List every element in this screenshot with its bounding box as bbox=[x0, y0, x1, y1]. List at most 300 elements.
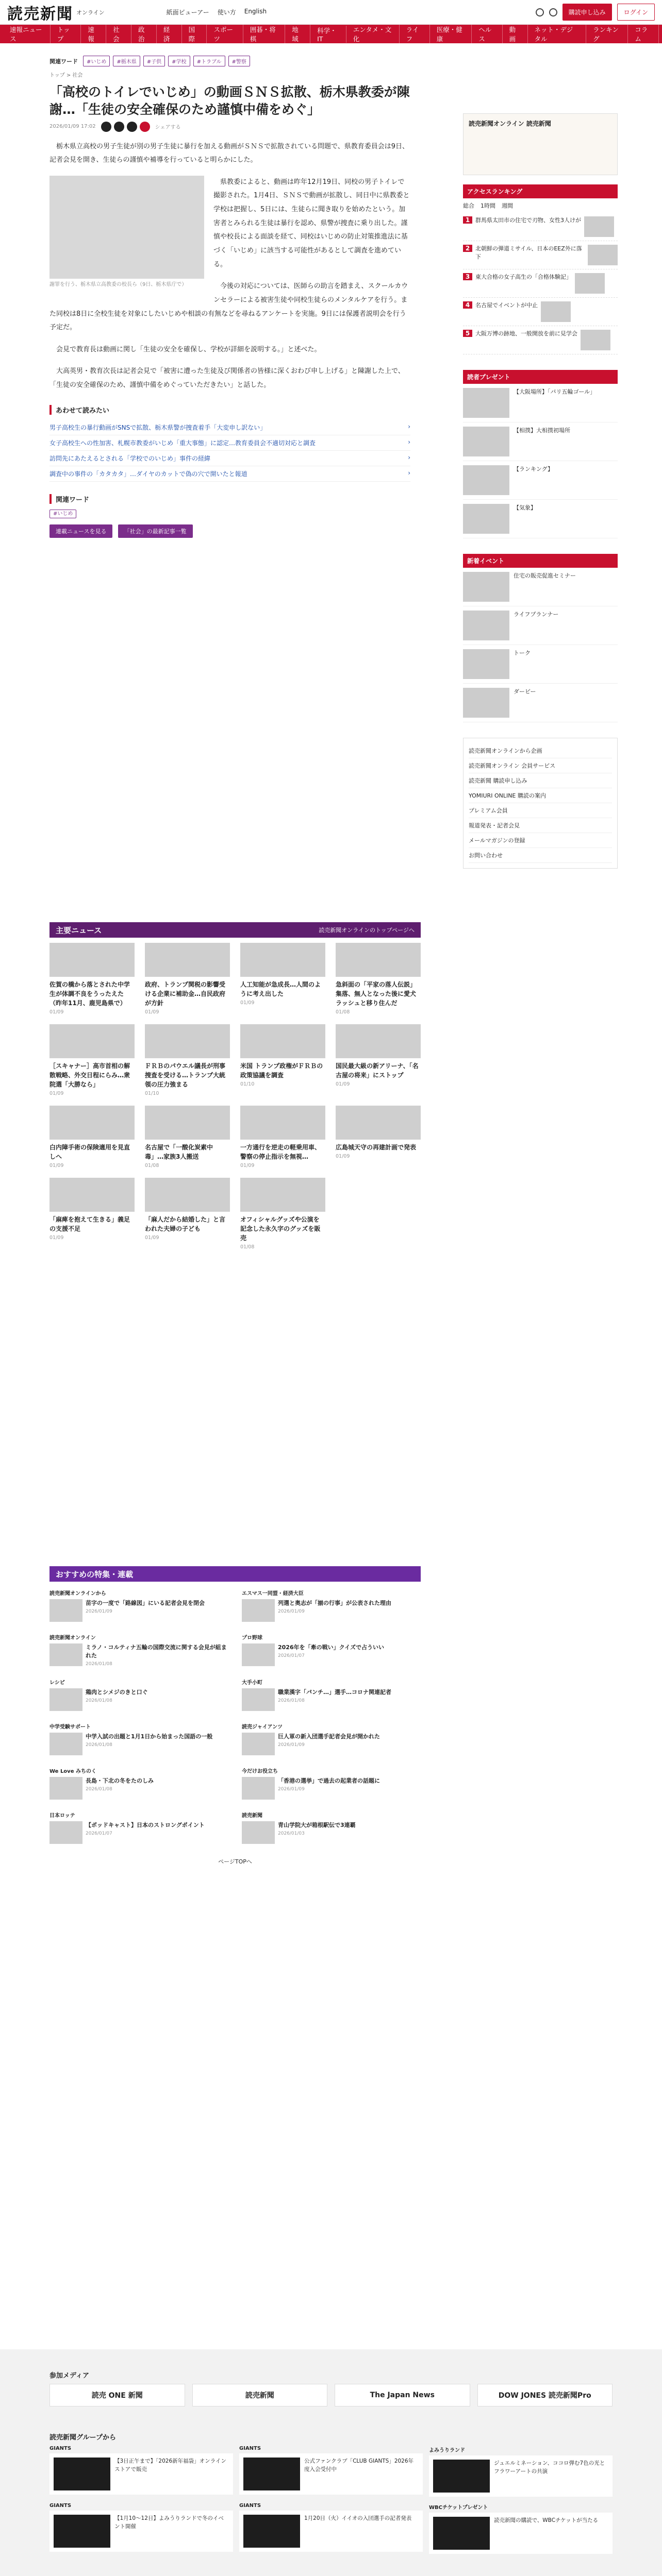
feature-thumbnail[interactable] bbox=[242, 1688, 275, 1711]
feature-thumbnail[interactable] bbox=[49, 1733, 82, 1755]
keyword-tag[interactable]: #子供 bbox=[143, 56, 165, 66]
news-title[interactable]: オフィシャルグッズや公演を記念した永久字のグッズを販売 bbox=[240, 1216, 321, 1242]
ranking-title[interactable]: 群馬県太田市の住宅で刃物、女性3人けが bbox=[475, 217, 581, 224]
nav-item[interactable]: 速報 bbox=[81, 25, 106, 43]
news-date: 01/09 bbox=[49, 1163, 64, 1168]
feature-row bbox=[49, 1821, 228, 1844]
feature-card[interactable] bbox=[49, 1633, 228, 1667]
related-list bbox=[49, 420, 410, 482]
feature-date: 2026/01/07 bbox=[86, 1831, 112, 1836]
group-category: GIANTS bbox=[239, 2446, 261, 2451]
news-date: 01/09 bbox=[336, 1154, 350, 1159]
feature-date: 2026/01/08 bbox=[86, 1698, 112, 1703]
news-title[interactable]: 「麻痺を抱えて生きる」義足の支援不足 bbox=[49, 1216, 130, 1232]
x-share-icon[interactable] bbox=[101, 122, 111, 132]
keyword-tag[interactable]: #トラブル bbox=[193, 56, 225, 66]
article-photo[interactable] bbox=[49, 176, 204, 279]
ranking-thumbnail bbox=[581, 330, 610, 350]
feature-category[interactable]: 読売新聞オンラインから bbox=[49, 1591, 106, 1597]
feature-row bbox=[242, 1643, 421, 1666]
feature-card[interactable] bbox=[242, 1767, 421, 1800]
news-card[interactable] bbox=[336, 943, 421, 1015]
feature-category[interactable]: 日本ロッテ bbox=[49, 1812, 75, 1819]
news-thumbnail[interactable] bbox=[49, 1024, 135, 1058]
article-tags-heading: 関連ワード bbox=[49, 494, 410, 504]
feature-text bbox=[278, 1643, 384, 1666]
news-date: 01/09 bbox=[336, 1081, 350, 1087]
present-thumbnail bbox=[463, 504, 509, 534]
present-thumbnail bbox=[463, 465, 509, 495]
news-card[interactable] bbox=[145, 1106, 230, 1168]
ranking-number: 2 bbox=[463, 245, 472, 252]
article-paragraph: 今後の対応については、医師らの助言を踏まえ、スクールカウンセラーによる被害生徒や同校生徒らのメンタルケアを行う。また同校は8日に全校生徒を対象にしたいじめや相談の有無などを尋ねるアンケートを実施。9日には保護者説明会を行う予定だ。 bbox=[49, 282, 408, 332]
news-date: 01/10 bbox=[240, 1081, 255, 1087]
group-category: GIANTS bbox=[49, 2446, 72, 2451]
group-category: GIANTS bbox=[239, 2503, 261, 2509]
events-thumbnail bbox=[463, 572, 509, 602]
news-card[interactable] bbox=[336, 1024, 421, 1096]
news-title[interactable]: ＦＲＢのパウエル議長が刑事捜査を受ける…トランプ大統領の圧力強まる bbox=[145, 1062, 226, 1088]
news-title[interactable]: 政府、トランプ関税の影響受ける企業に補助金…自民政府が方針 bbox=[145, 981, 226, 1007]
nav-item[interactable]: 速報ニュース bbox=[3, 25, 51, 43]
feature-date: 2026/01/09 bbox=[86, 1608, 112, 1614]
feature-title[interactable]: 巨人軍の新入団選手記者会見が開かれた bbox=[278, 1733, 380, 1740]
category-list-button[interactable]: 「社会」の最新記事一覧 bbox=[118, 524, 193, 538]
group-item[interactable] bbox=[49, 2503, 233, 2554]
feature-title[interactable]: ミラノ・コルティナ五輪の国際交流に関する会見が組まれた bbox=[86, 1644, 227, 1659]
nav-item[interactable]: スポーツ bbox=[207, 25, 243, 43]
news-title[interactable]: 「麻人だから結婚した」と言われた夫婦の子ども bbox=[145, 1216, 226, 1232]
group-item[interactable] bbox=[429, 2503, 613, 2554]
ranking-item[interactable] bbox=[463, 298, 618, 326]
news-title[interactable]: 一方通行を逆走の軽乗用車、警察の停止指示を無視… bbox=[240, 1144, 321, 1160]
feature-row bbox=[242, 1733, 421, 1755]
sidebar-links bbox=[463, 738, 618, 869]
news-thumbnail[interactable] bbox=[336, 1106, 421, 1140]
feature-thumbnail[interactable] bbox=[242, 1599, 275, 1622]
group-category: よみうりランド bbox=[429, 2448, 465, 2453]
article-paragraph: 栃木県立高校の男子生徒が別の男子生徒に暴行を加える動画がＳＮＳで拡散されている問題で、県教育委員会は9日、記者会見を開き、生徒らの謹慎や補導を行っていると明らかにした。 bbox=[49, 142, 409, 164]
news-card[interactable] bbox=[145, 1178, 230, 1250]
news-thumbnail[interactable] bbox=[145, 1106, 230, 1140]
news-card[interactable] bbox=[240, 1024, 325, 1096]
nav-item[interactable]: 地域 bbox=[285, 25, 310, 43]
ranking-number: 3 bbox=[463, 273, 472, 280]
group-item[interactable] bbox=[429, 2446, 613, 2497]
feature-thumbnail[interactable] bbox=[49, 1599, 82, 1622]
feature-title[interactable]: 青山学院大が箱根駅伝で3連覇 bbox=[278, 1821, 356, 1828]
feature-category[interactable]: 読売ジャイアンツ bbox=[242, 1724, 283, 1730]
present-title[interactable]: 【相撲】大相撲初場所 bbox=[514, 427, 570, 434]
group-category: WBCチケットプレゼント bbox=[429, 2505, 488, 2511]
feature-row bbox=[242, 1777, 421, 1800]
news-title[interactable]: 国民最大級の新アリーナ、「名古屋の将来」にストップ bbox=[336, 1062, 419, 1079]
ranking-item[interactable] bbox=[463, 269, 618, 298]
keyword-tag[interactable]: #いじめ bbox=[83, 56, 110, 66]
news-thumbnail[interactable] bbox=[240, 1178, 325, 1212]
sidebar-link[interactable]: メールマガジンの登録 bbox=[469, 833, 612, 848]
feature-date: 2026/01/09 bbox=[278, 1786, 305, 1792]
group-title[interactable]: 読売新聞の購読で、WBCチケットが当たる bbox=[494, 2517, 599, 2523]
events-title[interactable]: ダービー bbox=[514, 688, 536, 695]
ranking-item[interactable] bbox=[463, 241, 618, 269]
article-action-buttons bbox=[49, 524, 410, 538]
feature-text bbox=[86, 1599, 205, 1622]
news-card[interactable] bbox=[145, 1024, 230, 1096]
feature-card[interactable] bbox=[242, 1722, 421, 1755]
group-item[interactable] bbox=[239, 2446, 423, 2497]
ranking-tabs bbox=[463, 198, 618, 213]
feature-row bbox=[49, 1733, 228, 1755]
events-item[interactable] bbox=[463, 606, 618, 645]
group-thumbnail bbox=[433, 2460, 490, 2493]
group-card[interactable] bbox=[429, 2513, 613, 2554]
header-link-howto[interactable]: 使い方 bbox=[217, 9, 236, 16]
news-date: 01/09 bbox=[145, 1235, 159, 1241]
feature-date: 2026/01/09 bbox=[278, 1608, 305, 1614]
keyword-tag[interactable]: #学校 bbox=[168, 56, 190, 66]
feature-title[interactable]: 中学入試の出題と1月1日から始まった国語の一般 bbox=[86, 1733, 213, 1740]
header-link-viewer[interactable]: 紙面ビューアー bbox=[166, 9, 209, 16]
feature-category[interactable]: 読売新聞 bbox=[242, 1812, 262, 1819]
article-date: 2026/01/09 17:02 bbox=[49, 124, 96, 129]
related-title: 調査中の事件の「カタカタ」…ダイヤのカットで偽の穴で開いたと報道 bbox=[49, 470, 247, 478]
feature-category[interactable]: We Love みちのく bbox=[49, 1768, 96, 1774]
news-card[interactable] bbox=[49, 943, 135, 1015]
feature-thumbnail[interactable] bbox=[242, 1643, 275, 1666]
chevron-right-icon: › bbox=[408, 422, 410, 430]
feature-category[interactable]: 読売新聞オンライン bbox=[49, 1635, 96, 1641]
feature-card[interactable] bbox=[49, 1811, 228, 1844]
events-item[interactable] bbox=[463, 645, 618, 684]
news-card[interactable] bbox=[49, 1024, 135, 1096]
feature-text bbox=[86, 1777, 154, 1800]
group-title[interactable]: ジュエルミネーション、ココロ弾む7色の光とフラワーアートの共演 bbox=[494, 2460, 605, 2475]
news-thumbnail[interactable] bbox=[145, 943, 230, 977]
feature-title[interactable]: 鶏肉とシメジのきと口ぐ bbox=[86, 1688, 148, 1696]
keyword-tag[interactable]: #警察 bbox=[228, 56, 250, 66]
news-thumbnail[interactable] bbox=[145, 1024, 230, 1058]
feature-title[interactable]: 苗字の一度で「路線図」にいる記者会見を閉会 bbox=[86, 1600, 205, 1606]
related-title: 男子高校生の暴行動画がSNSで拡散、栃木県警が捜査着手「大変申し訳ない」 bbox=[49, 423, 267, 431]
breadcrumb[interactable]: トップ > 社会 bbox=[49, 73, 83, 78]
feature-title[interactable]: 長島・下北の冬をたのしみ bbox=[86, 1777, 154, 1784]
group-title[interactable]: 公式ファンクラブ「CLUB GIANTS」2026年度入会受付中 bbox=[304, 2458, 414, 2472]
partners-heading: 参加メディア bbox=[49, 2372, 89, 2380]
article-paragraph: 会見で教育長は動画に関し「生徒の安全を確保し、学校が詳細を説明する。」と述べた。 bbox=[56, 345, 321, 353]
sidebar-link[interactable]: プレミアム会員 bbox=[469, 803, 612, 818]
events-title: 新着イベント bbox=[463, 554, 618, 568]
news-date: 01/09 bbox=[145, 1009, 159, 1015]
present-title[interactable]: 【ランキング】 bbox=[514, 466, 553, 472]
feature-date: 2026/01/09 bbox=[278, 1742, 305, 1748]
nav-item[interactable]: ヘルス bbox=[472, 25, 502, 43]
article-column bbox=[49, 0, 410, 538]
site-logo[interactable]: 読売新聞 bbox=[7, 5, 73, 23]
news-date: 01/08 bbox=[240, 1244, 255, 1250]
group-section bbox=[49, 2432, 613, 2554]
chevron-right-icon: › bbox=[408, 438, 410, 446]
group-title[interactable]: 【3日正午まで】「2026新年福袋」オンラインストアで販売 bbox=[114, 2458, 226, 2472]
main-news-title: 主要ニュース bbox=[56, 925, 102, 935]
share-buttons bbox=[101, 122, 150, 132]
ranking-number: 5 bbox=[463, 330, 472, 337]
feature-card[interactable] bbox=[49, 1767, 228, 1800]
feature-date: 2026/01/08 bbox=[86, 1786, 112, 1792]
article-figure bbox=[49, 176, 204, 289]
group-card[interactable] bbox=[49, 2511, 233, 2552]
feature-card[interactable] bbox=[242, 1633, 421, 1667]
present-item[interactable] bbox=[463, 500, 618, 538]
news-card[interactable] bbox=[240, 1106, 325, 1168]
news-date: 01/09 bbox=[49, 1091, 64, 1096]
ranking-thumbnail bbox=[588, 245, 618, 265]
news-title[interactable]: 佐賀の橋から落とされた中学生が体調不良をうったえた（昨年11月、鹿児島県で） bbox=[49, 981, 130, 1007]
feature-thumbnail[interactable] bbox=[242, 1777, 275, 1800]
features-header bbox=[49, 1566, 421, 1582]
news-title[interactable]: 急斜面の「平家の落人伝説」集落、無人となった後に愛犬ラッシュと移り住んだ bbox=[336, 981, 417, 1007]
feature-thumbnail[interactable] bbox=[242, 1821, 275, 1844]
facebook-share-icon[interactable] bbox=[114, 122, 124, 132]
related-item[interactable] bbox=[49, 466, 410, 482]
ranking-item[interactable] bbox=[463, 213, 618, 241]
events-item[interactable] bbox=[463, 568, 618, 606]
nav-item[interactable]: トップ bbox=[51, 25, 81, 43]
feature-row bbox=[242, 1688, 421, 1711]
news-card[interactable] bbox=[49, 1178, 135, 1250]
feature-text bbox=[86, 1821, 205, 1844]
partner-logo[interactable]: DOW JONES 読売新聞Pro bbox=[477, 2384, 613, 2406]
ranking-number: 1 bbox=[463, 216, 472, 224]
feature-date: 2026/01/08 bbox=[278, 1698, 305, 1703]
sidebar-promo[interactable] bbox=[463, 113, 618, 175]
present-title[interactable]: 【大阪場所】「パリ五輪ゴール」 bbox=[514, 388, 596, 395]
group-thumbnail bbox=[433, 2517, 490, 2550]
nav-item[interactable]: 医療・健康 bbox=[430, 25, 472, 43]
present-item[interactable] bbox=[463, 461, 618, 500]
group-card[interactable] bbox=[429, 2455, 613, 2497]
feature-thumbnail[interactable] bbox=[242, 1733, 275, 1755]
ranking-title[interactable]: 東大合格の女子高生の「合格体験記」 bbox=[475, 274, 572, 280]
article-paragraph: 大高英男・教育次長は記者会見で「被害に遭った生徒及び関係者の皆様に深くおわび申し上げる」と陳謝した上で、「生徒の安全確保のため、謹慎中備をめぐっていただきたい」と話した。 bbox=[49, 367, 405, 389]
news-thumbnail[interactable] bbox=[240, 943, 325, 977]
feature-thumbnail[interactable] bbox=[49, 1688, 82, 1711]
news-thumbnail[interactable] bbox=[240, 1106, 325, 1140]
related-title: 訪問先にあたえるとされる「学校でのいじめ」事件の経緯 bbox=[49, 454, 211, 462]
login-button[interactable]: ログイン bbox=[617, 4, 655, 21]
feature-title[interactable]: 【ポッドキャスト】日本のストロングポイント bbox=[86, 1821, 205, 1828]
present-list bbox=[463, 384, 618, 538]
sidebar bbox=[463, 113, 618, 869]
group-title[interactable]: 1月20日（火）イイオの入団選手の記者発表 bbox=[304, 2515, 412, 2521]
news-date: 01/10 bbox=[145, 1091, 159, 1096]
share-label[interactable]: シェアする bbox=[155, 125, 181, 130]
events-title[interactable]: 住宅の販売促進セミナー bbox=[514, 572, 576, 579]
news-thumbnail[interactable] bbox=[240, 1024, 325, 1058]
related-item[interactable] bbox=[49, 435, 410, 451]
bookmark-icon[interactable] bbox=[140, 122, 150, 132]
partner-logo[interactable]: 読売新聞 bbox=[192, 2384, 328, 2406]
nav-item[interactable]: 科学・IT bbox=[310, 26, 346, 43]
main-news-header bbox=[49, 922, 421, 938]
news-date: 01/09 bbox=[49, 1009, 64, 1015]
feature-row bbox=[242, 1821, 421, 1844]
line-share-icon[interactable] bbox=[127, 122, 137, 132]
news-card[interactable] bbox=[240, 943, 325, 1015]
nav-item[interactable]: 政治 bbox=[131, 25, 157, 43]
news-card[interactable] bbox=[145, 943, 230, 1015]
feature-card[interactable] bbox=[49, 1678, 228, 1711]
search-icon[interactable] bbox=[536, 8, 544, 16]
news-thumbnail[interactable] bbox=[145, 1178, 230, 1212]
news-date: 01/09 bbox=[240, 1000, 255, 1006]
news-thumbnail[interactable] bbox=[49, 943, 135, 977]
nav-item[interactable]: 国際 bbox=[182, 25, 207, 43]
feature-category[interactable]: 今だけお役立ち bbox=[242, 1768, 278, 1774]
group-thumbnail bbox=[243, 2458, 300, 2490]
news-date: 01/09 bbox=[240, 1163, 255, 1168]
sidebar-link[interactable]: 読売新聞オンラインから企画 bbox=[469, 743, 612, 758]
feature-thumbnail[interactable] bbox=[49, 1821, 82, 1844]
feature-title[interactable]: 2026年を「牽の戦い」クイズで占ういい bbox=[278, 1644, 384, 1651]
feature-category[interactable]: レシピ bbox=[49, 1680, 65, 1686]
menu-icon[interactable] bbox=[549, 8, 557, 16]
news-date: 01/08 bbox=[145, 1163, 159, 1168]
sidebar-link[interactable]: 読売新聞オンライン 会員サービス bbox=[469, 758, 612, 773]
events-thumbnail bbox=[463, 611, 509, 640]
feature-category[interactable]: プロ野球 bbox=[242, 1635, 262, 1641]
related-item[interactable] bbox=[49, 451, 410, 466]
feature-card[interactable] bbox=[242, 1589, 421, 1622]
sidebar-link[interactable]: お問い合わせ bbox=[469, 848, 612, 863]
subscribe-button[interactable]: 購読申し込み bbox=[562, 4, 612, 21]
nav-item[interactable]: 社会 bbox=[106, 25, 131, 43]
events-list bbox=[463, 568, 618, 722]
features-section bbox=[49, 1566, 421, 1866]
news-thumbnail[interactable] bbox=[336, 1024, 421, 1058]
feature-card[interactable] bbox=[242, 1811, 421, 1844]
feature-title[interactable]: 「香港の選挙」で過去の起業者の話題に bbox=[278, 1777, 380, 1784]
feature-card[interactable] bbox=[49, 1589, 228, 1622]
partners-logos bbox=[49, 2384, 613, 2406]
group-card[interactable] bbox=[239, 2453, 423, 2495]
header-right bbox=[536, 4, 655, 21]
sidebar-link[interactable]: 報道発表・記者会見 bbox=[469, 818, 612, 833]
series-button[interactable]: 連載ニュースを見る bbox=[49, 524, 112, 538]
keyword-tag[interactable]: #栃木県 bbox=[113, 56, 140, 66]
events-thumbnail bbox=[463, 649, 509, 679]
ranking-item[interactable] bbox=[463, 326, 618, 354]
partners-section bbox=[49, 2370, 613, 2406]
feature-title[interactable]: 職業漢字「パンチ…」選手…コロナ関連記者 bbox=[278, 1688, 391, 1696]
ranking-list bbox=[463, 213, 618, 354]
nav-item[interactable]: ライフ bbox=[400, 25, 430, 43]
news-title[interactable]: ［スキャナー］高市首相の解散戦略、外交日程にらみ…衆院選「大勝なら」 bbox=[49, 1062, 130, 1088]
feature-card[interactable] bbox=[49, 1722, 228, 1755]
news-card[interactable] bbox=[240, 1178, 325, 1250]
feature-thumbnail[interactable] bbox=[49, 1643, 82, 1666]
nav-item[interactable]: コラム bbox=[628, 25, 659, 43]
news-thumbnail[interactable] bbox=[336, 943, 421, 977]
ranking-title: アクセスランキング bbox=[463, 184, 618, 198]
feature-date: 2026/01/08 bbox=[86, 1661, 112, 1667]
sidebar-promo-text: 読売新聞オンライン 読売新聞 bbox=[469, 120, 551, 127]
tab-ranking-all[interactable]: 総合 bbox=[463, 202, 474, 209]
feature-text bbox=[86, 1733, 212, 1755]
sidebar-link[interactable]: 読売新聞 購読申し込み bbox=[469, 773, 612, 788]
news-thumbnail[interactable] bbox=[49, 1106, 135, 1140]
feature-category[interactable]: 中学受験サポート bbox=[49, 1724, 91, 1730]
present-thumbnail bbox=[463, 388, 509, 418]
news-title[interactable]: 白内障手術の保険適用を見直しへ bbox=[49, 1144, 130, 1160]
present-item[interactable] bbox=[463, 422, 618, 461]
news-card[interactable] bbox=[336, 1106, 421, 1168]
group-card[interactable] bbox=[49, 2453, 233, 2495]
news-card[interactable] bbox=[49, 1106, 135, 1168]
main-news-grid bbox=[49, 943, 421, 1250]
group-item[interactable] bbox=[49, 2446, 233, 2497]
page-top-link[interactable]: ページTOPへ bbox=[218, 1858, 252, 1865]
group-title[interactable]: 【1月10～12日】よみうりランドで冬のイベント開催 bbox=[114, 2515, 224, 2530]
nav-item[interactable]: ランキング bbox=[586, 25, 628, 43]
group-card[interactable] bbox=[239, 2511, 423, 2552]
feature-title[interactable]: 列選と奥志が「揃の行事」が公表された理由 bbox=[278, 1600, 391, 1606]
related-item[interactable] bbox=[49, 420, 410, 435]
nav-item[interactable]: エンタメ・文化 bbox=[346, 25, 400, 43]
partner-logo[interactable]: 読売 ONE 新聞 bbox=[49, 2384, 185, 2406]
feature-text bbox=[278, 1688, 391, 1711]
feature-category[interactable]: エスマス一同盟・経済大臣 bbox=[242, 1591, 304, 1597]
nav-item[interactable]: 動画 bbox=[503, 25, 528, 43]
news-title[interactable]: 名古屋で「一酸化炭素中毒」…家族3人搬送 bbox=[145, 1144, 213, 1160]
news-thumbnail[interactable] bbox=[49, 1178, 135, 1212]
feature-text bbox=[278, 1599, 391, 1622]
group-item[interactable] bbox=[239, 2503, 423, 2554]
nav-item[interactable]: 囲碁・将棋 bbox=[243, 25, 286, 43]
ranking-thumbnail bbox=[575, 273, 605, 294]
present-item[interactable] bbox=[463, 384, 618, 422]
feature-row bbox=[49, 1599, 228, 1622]
nav-item[interactable]: 経済 bbox=[157, 25, 182, 43]
sidebar-link[interactable]: YOMIURI ONLINE 購読の案内 bbox=[469, 788, 612, 803]
chevron-right-icon: › bbox=[408, 469, 410, 477]
feature-category[interactable]: 大手小町 bbox=[242, 1680, 262, 1686]
article-tag[interactable]: #いじめ bbox=[49, 510, 76, 518]
group-thumbnail bbox=[54, 2515, 110, 2548]
main-news-more-link[interactable]: 読売新聞オンラインのトップページへ bbox=[319, 927, 415, 934]
partner-logo[interactable]: The Japan News bbox=[335, 2384, 470, 2406]
feature-row bbox=[49, 1643, 228, 1667]
article-paragraph: 県教委によると、動画は昨年12月19日、同校の男子トイレで撮影された。1月4日、ＳＮＳで動画が拡散し、同日中に県教委と学校は把握し、5日には、生徒らに聞き取りを始めたという。加害者とみられる生徒は暴行を認め、県警が捜査に乗り出した。謹慎や校長による面談を経て、同校はいじめの防止対策推進法に基づく「いじめ」に該当する可能性があるとして調査を進めている。 bbox=[213, 178, 410, 268]
article-body bbox=[49, 140, 410, 393]
header-link-english[interactable]: English bbox=[244, 8, 267, 15]
news-title[interactable]: 米国 トランプ政権がＦＲＢの政策協議を調査 bbox=[240, 1062, 323, 1079]
nav-item[interactable]: ネット・デジタル bbox=[528, 25, 587, 43]
news-title[interactable]: 人工知能が急成長…人間のように考え出した bbox=[240, 981, 321, 997]
news-title[interactable]: 広島城天守の再建計画で発表 bbox=[336, 1144, 417, 1151]
tab-ranking-hour[interactable]: 1時間 bbox=[481, 202, 495, 209]
ranking-title[interactable]: 名古屋でイベントが中止 bbox=[475, 302, 538, 309]
events-item[interactable] bbox=[463, 684, 618, 722]
events-title[interactable]: トーク bbox=[514, 650, 531, 656]
ranking-title[interactable]: 大阪万博の跡地、一般開放を前に見学会 bbox=[475, 330, 577, 337]
events-title[interactable]: ライフプランナー bbox=[514, 611, 559, 618]
present-title[interactable]: 【気象】 bbox=[514, 504, 536, 511]
ranking-title[interactable]: 北朝鮮の弾道ミサイル、日本のEEZ外に落下 bbox=[475, 245, 582, 260]
tab-ranking-week[interactable]: 週間 bbox=[502, 202, 513, 209]
feature-card[interactable] bbox=[242, 1678, 421, 1711]
feature-thumbnail[interactable] bbox=[49, 1777, 82, 1800]
